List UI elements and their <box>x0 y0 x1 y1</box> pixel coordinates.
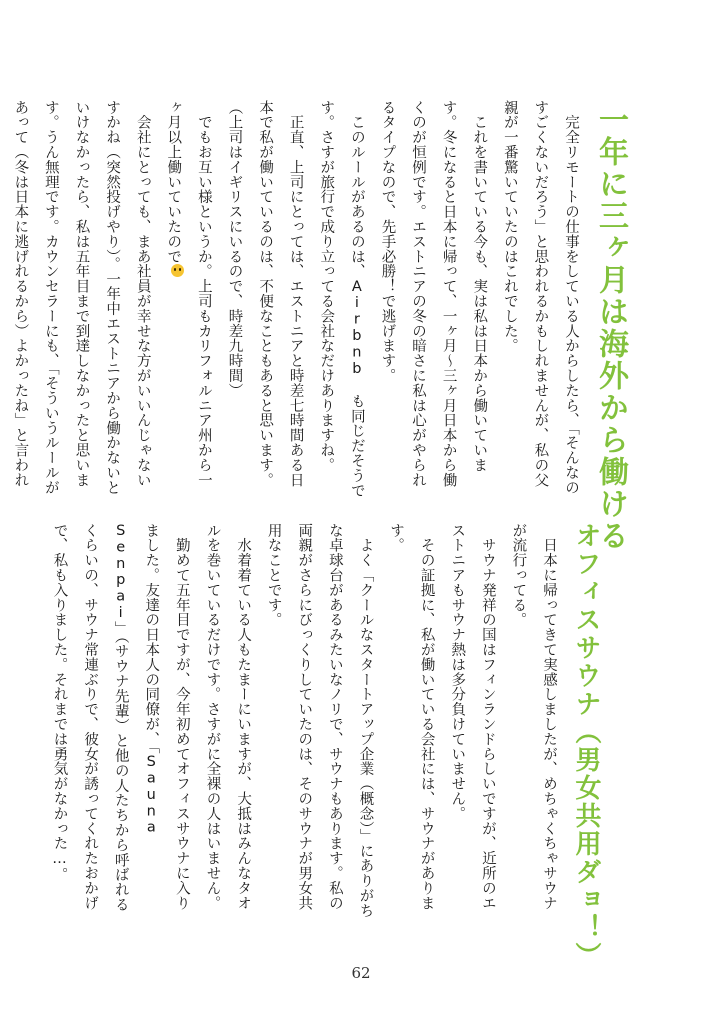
section-heading-sub: オフィスサウナ（男女共用ダョ！） <box>571 522 601 970</box>
paragraph: サウナ発祥の国はフィンランドらしいですが、近所のエストニアもサウナ熱は多分負けていません。 <box>449 523 496 911</box>
paragraph: 完全リモートの仕事をしている人からしたら、「そんなのすごくないだろう」と思われるかもしれませんが、私の父親が一番驚いていたのはこれでした。 <box>501 100 579 496</box>
paragraph: 日本に帰ってきて実感しましたが、めちゃくちゃサウナが流行ってる。 <box>510 523 557 911</box>
paragraph: これを書いている今も、実は私は日本から働いています。冬になると日本に帰って、一ヶ月〜三ヶ月日本から働くのが恒例です。エストニアの冬の暗さに私は心がやられるタイプなので、先手必勝！で逃げます。 <box>379 100 488 488</box>
smile-emoji-icon <box>171 264 184 277</box>
bottom-text-column <box>44 523 564 923</box>
paragraph: 勤めて五年目ですが、今年初めてオフィスサウナに入りました。友達の日本人の同僚が、「Sauna Senpai」（サウナ先輩）と他の人たちから呼ばれるくらいの、サウナ常連ぶりで、彼女が誘ってくれたおかげで、私も入りました。それまでは勇気がなかった…。 <box>51 523 190 913</box>
paragraph: よく「クールなスタートアップ企業（概念）」にありがちな卓球台があるみたいなノリで、サウナもあります。私の両親がさらにびっくりしていたのは、そのサウナが男女共用なことです。 <box>265 523 374 919</box>
paragraph: このルールがあるのは、Airbnb も同じだそうです。さすが旅行で成り立ってる会社なだけありますね。 <box>318 100 365 498</box>
paragraph: 正直、上司にとっては、エストニアと時差七時間ある日本で私が働いているのは、不便なこともあると思います。（上司はイギリスにいるので、時差九時間） <box>226 100 304 488</box>
paragraph-with-emoji <box>158 100 219 500</box>
paragraph-text: でもお互い様というか。上司もカリフォルニア州から一ヶ月以上働いていたので <box>165 100 212 488</box>
page-number: 62 <box>351 964 371 982</box>
top-text-column <box>0 100 586 500</box>
paragraph: 水着着ている人もたまーにいますが、大抵はみんなタオルを巻いているだけです。さすがに全裸の人はいません。 <box>204 523 252 911</box>
paragraph: その証拠に、私が働いている会社には、サウナがあります。 <box>388 523 435 911</box>
paragraph: 会社にとっても、まあ社員が幸せな方がいいんじゃないすかね（突然投げやり）。一年中エストニアから働かないといけなかったら、私は五年目まで到達しなかったと思います。うん無理です。カウンセラーにも、「そういうルールがあって（冬は日本に逃げれるから）よかったね」と言われ <box>12 100 151 496</box>
section-heading-main: 一年に三ヶ月は海外から働ける <box>593 104 628 552</box>
